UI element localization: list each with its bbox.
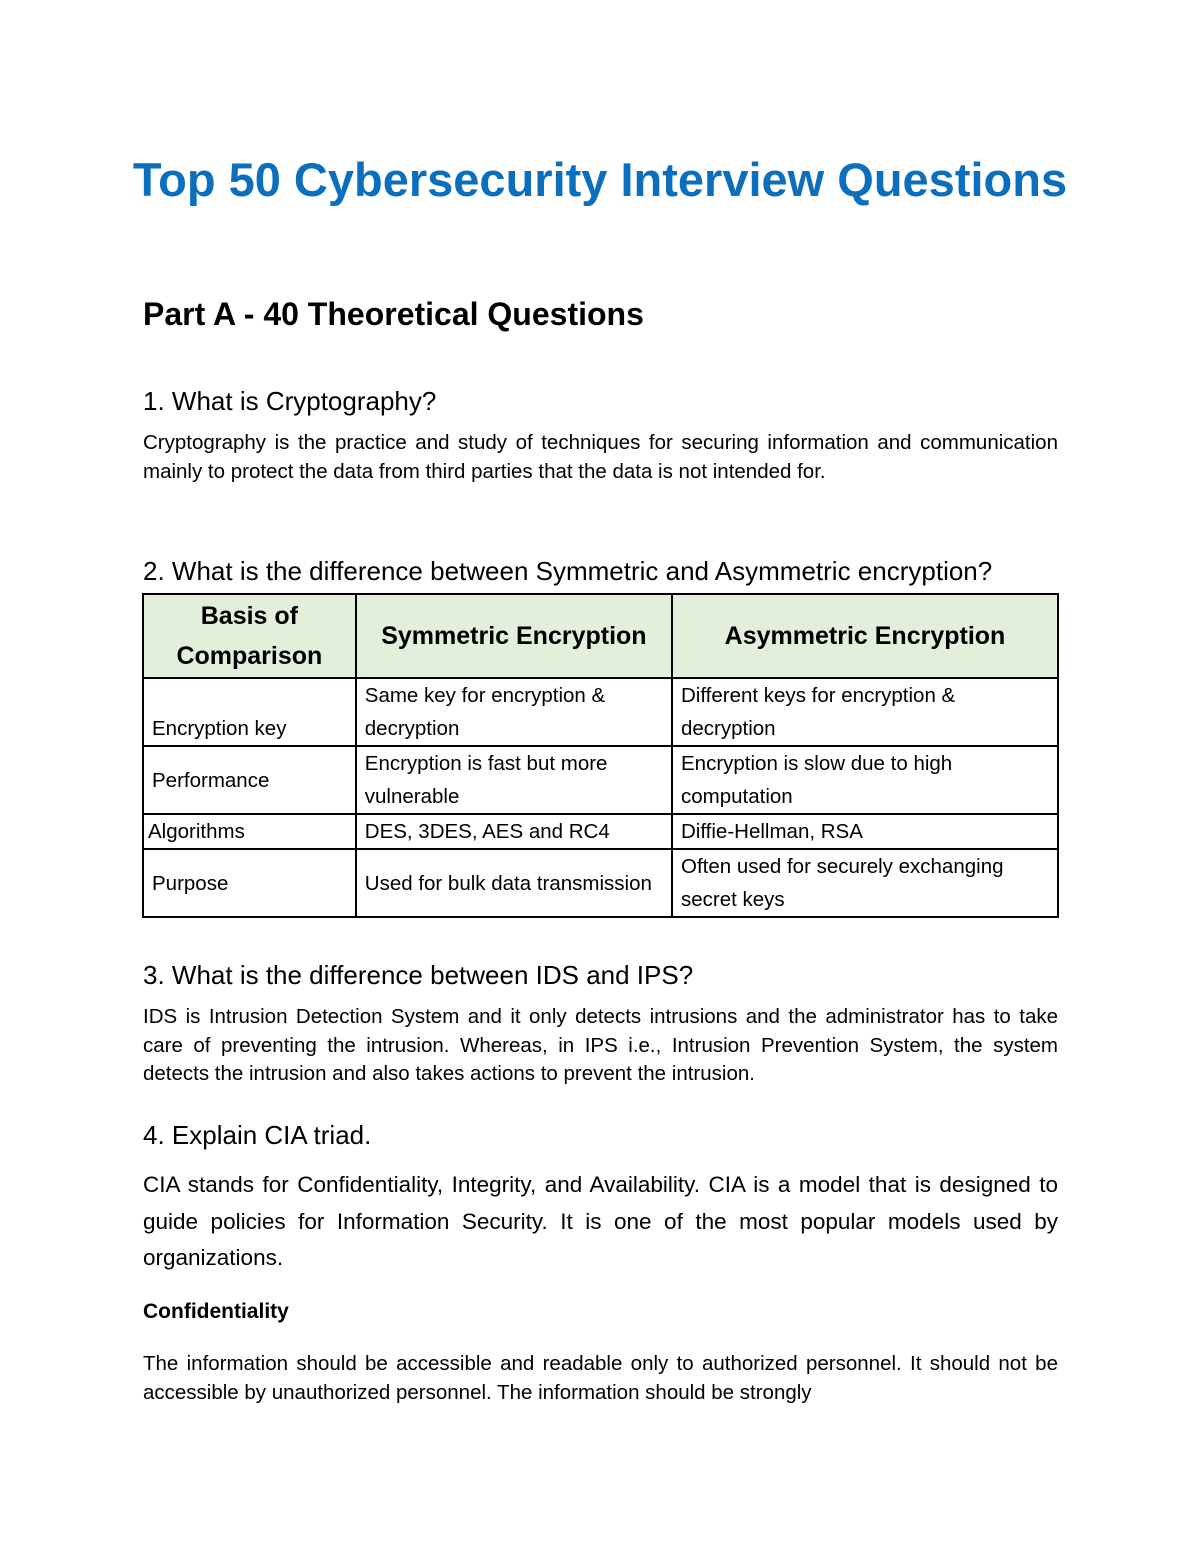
table-cell-label: Performance [143,746,356,814]
confidentiality-heading: Confidentiality [143,1300,289,1323]
table-cell: DES, 3DES, AES and RC4 [356,814,672,849]
question-3-heading: 3. What is the difference between IDS and IPS? [143,960,694,990]
question-4-answer: CIA stands for Confidentiality, Integrity, and Availability. CIA is a model that is designed to guide policies for Information Security. It is one of the most popular models used by organizations. [143,1172,1058,1270]
question-1-heading: 1. What is Cryptography? [143,386,437,416]
table-cell: Encryption is fast but more vulnerable [356,746,672,814]
question-4-heading: 4. Explain CIA triad. [143,1120,372,1150]
table-row [143,814,1058,849]
table-header-cell: Asymmetric Encryption [672,594,1058,678]
table-cell: Same key for encryption & decryption [356,678,672,746]
confidentiality-text: The information should be accessible and readable only to authorized personnel. It should not be accessible by unauthorized personnel. The information should be strongly [143,1352,1058,1404]
table-cell: Encryption is slow due to high computation [672,746,1058,814]
table-cell: Used for bulk data transmission [356,849,672,917]
table-cell: Often used for securely exchanging secret keys [672,849,1058,917]
document-title: Top 50 Cybersecurity Interview Questions [132,153,1068,206]
table-cell: Different keys for encryption & decryption [672,678,1058,746]
table-row [143,678,1058,746]
table-header-cell: Basis of Comparison [143,594,356,678]
table-header-row [143,594,1058,678]
table-cell-label: Encryption key [143,678,356,746]
table-row [143,746,1058,814]
comparison-table [142,593,1059,918]
table-row [143,849,1058,917]
question-1-answer: Cryptography is the practice and study of techniques for securing information and communication mainly to protect the data from third parties that the data is not intended for. [143,431,1058,483]
table-cell-label: Purpose [143,849,356,917]
table-cell: Diffie-Hellman, RSA [672,814,1058,849]
table-header-cell: Symmetric Encryption [356,594,672,678]
question-2-heading: 2. What is the difference between Symmetric and Asymmetric encryption? [143,556,993,586]
part-heading: Part A - 40 Theoretical Questions [143,296,644,332]
table-cell-label: Algorithms [143,814,356,849]
question-3-answer: IDS is Intrusion Detection System and it only detects intrusions and the administrator has to take care of preventing the intrusion. Whereas, in IPS i.e., Intrusion Prevention System, the system detects the intrusion and also takes actions to prevent the intrusion. [143,1005,1058,1085]
